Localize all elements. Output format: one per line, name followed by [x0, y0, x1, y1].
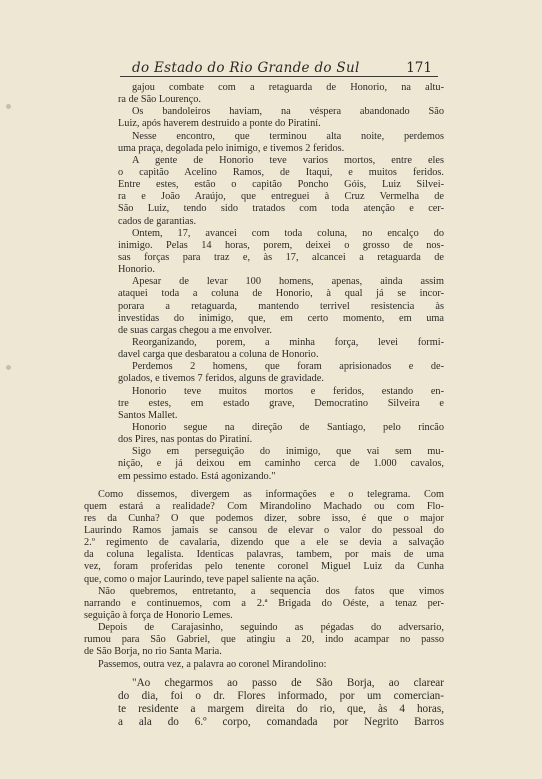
- text-line: Apesar de levar 100 homens, apenas, ainda assim: [132, 276, 444, 288]
- text-line: davel carga que desbaratou a coluna de Honorio.: [118, 349, 319, 361]
- text-line: ataquei toda a coluna de Honorio, à qual já se incor-: [118, 288, 444, 300]
- text-line: dos Pires, nas pontas do Piratiní.: [118, 434, 253, 446]
- text-line: gajou combate com a retaguarda de Honorio, na altu-: [132, 82, 444, 93]
- text-line: uma praça, degolada pelo inimigo, e tivemos 2 feridos.: [118, 142, 345, 154]
- text-line: sas forças para traz e, às 17, alcancei a retaguarda de: [118, 251, 444, 263]
- text-line: de São Borja, no rio Santa Maria.: [84, 646, 222, 658]
- page-body: [84, 82, 444, 730]
- text-line: Luiz, após haverem destruido a ponte do Piratiní.: [118, 118, 321, 130]
- text-line: res da Cunha? O que podemos dizer, sobre isso, é que o major: [84, 512, 444, 524]
- text-line: Não quebremos, entretanto, a sequencia dos fatos que vimos: [98, 585, 444, 597]
- text-line: seguição à força de Honorio Lemes.: [84, 610, 233, 622]
- text-line: Honorio teve muitos mortos e feridos, estando en-: [132, 385, 444, 397]
- text-line: inimigo. Pelas 14 horas, porem, deixei o grosso de nos-: [118, 239, 444, 251]
- text-line: nição, e já deixou em caminho cerca de 1.000 cavalos,: [118, 458, 444, 470]
- text-line: a ala do 6.º corpo, comandada por Negrito Barros: [118, 716, 444, 729]
- binding-hole: [6, 104, 11, 109]
- text-line: Passemos, outra vez, a palavra ao coronel Mirandolino:: [98, 658, 327, 670]
- text-line: que, como o major Laurindo, teve papel saliente na ação.: [84, 573, 320, 585]
- text-line: Perdemos 2 homens, que foram aprisionados e de-: [132, 361, 444, 373]
- text-line: rumou para São Gabriel, que atingiu a 20, indo acampar no passo: [84, 634, 444, 646]
- text-line: Santos Mallet.: [118, 409, 178, 421]
- paragraph: [84, 586, 444, 622]
- text-line: em pessimo estado. Está agonizando.": [118, 470, 276, 482]
- text-line: narrando e continuemos, com a 2.ª Brigada do Oéste, a tenaz per-: [84, 597, 444, 609]
- closing-quote: [118, 677, 444, 730]
- paragraph: [118, 106, 444, 130]
- paragraph: [118, 422, 444, 446]
- paragraph: [118, 337, 444, 361]
- paragraph: [118, 155, 444, 228]
- text-line: tre estes, em estado grave, Democratino Silveira e: [118, 397, 444, 409]
- paragraph: [84, 489, 444, 586]
- text-line: A gente de Honorio teve varios mortos, entre eles: [132, 154, 444, 166]
- paragraph: [118, 446, 444, 482]
- running-title: do Estado do Rio Grande do Sul: [132, 60, 360, 76]
- text-line: do dia, foi o dr. Flores informado, por um comercian-: [118, 689, 444, 702]
- narrative-text: [84, 489, 444, 671]
- paragraph: [118, 361, 444, 385]
- text-line: de suas cargas chegou a me envolver.: [118, 324, 272, 336]
- text-line: Nesse encontro, que terminou alta noite, perdemos: [132, 130, 444, 142]
- text-line: Laurindo Ramos jamais se cansou de elevar o valor do pessoal do: [84, 525, 444, 537]
- telegram-quote: [118, 82, 444, 483]
- text-line: ra e João Araújo, que entreguei à Cruz Vermelha de: [118, 191, 444, 203]
- paragraph: [118, 276, 444, 337]
- text-line: Honorio.: [118, 264, 155, 276]
- paragraph: [84, 622, 444, 658]
- text-line: investidas do inimigo, que, em certo momento, em uma: [118, 312, 444, 324]
- text-line: ra de São Lourenço.: [118, 94, 201, 106]
- text-line: Depois de Carajasinho, seguindo as pégadas do adversario,: [98, 622, 444, 634]
- paragraph: [118, 131, 444, 155]
- paragraph: [118, 228, 444, 277]
- text-line: 2.º regimento de cavalaria, dizendo que a ele se devia a salvação: [84, 537, 444, 549]
- paragraph: [118, 386, 444, 422]
- paragraph: [118, 82, 444, 106]
- text-line: Entre estes, estão o capitão Poncho Góis, Luiz Silvei-: [118, 179, 444, 191]
- text-line: da coluna legalista. Identicas palavras, tambem, por mais de uma: [84, 549, 444, 561]
- text-line: quem estará a realidade? Com Mirandolino Machado ou com Flo-: [84, 500, 444, 512]
- text-line: porara a retaguarda, mantendo terrivel resistencia às: [118, 300, 444, 312]
- text-line: vez, foram proferidas pelo tenente coronel Miguel Luiz da Cunha: [84, 561, 444, 573]
- text-line: Sigo em perseguição do inimigo, que vai sem mu-: [132, 446, 444, 458]
- paragraph: [84, 659, 444, 671]
- text-line: Honorio segue na direção de Santiago, pelo rincão: [132, 421, 444, 433]
- text-line: Ontem, 17, avancei com toda coluna, no encalço do: [132, 227, 444, 239]
- text-line: cados de garantias.: [118, 215, 197, 227]
- page-header: [120, 50, 438, 77]
- text-line: São Luiz, tendo sido tratados com toda atenção e cer-: [118, 203, 444, 215]
- text-line: "Ao chegarmos ao passo de São Borja, ao clarear: [132, 676, 444, 689]
- text-line: o capitão Acelino Ramos, de Itaqui, e muitos feridos.: [118, 166, 444, 178]
- text-line: Como dissemos, divergem as informações e o telegrama. Com: [98, 488, 444, 500]
- text-line: golados, e tivemos 7 feridos, alguns de gravidade.: [118, 373, 324, 385]
- page-number: 171: [406, 60, 432, 76]
- text-line: te residente a margem direita do rio, que, às 4 horas,: [118, 703, 444, 716]
- text-line: Reorganizando, porem, a minha força, levei formi-: [132, 336, 444, 348]
- text-line: Os bandoleiros haviam, na véspera abandonado São: [132, 106, 444, 118]
- binding-hole: [6, 365, 11, 370]
